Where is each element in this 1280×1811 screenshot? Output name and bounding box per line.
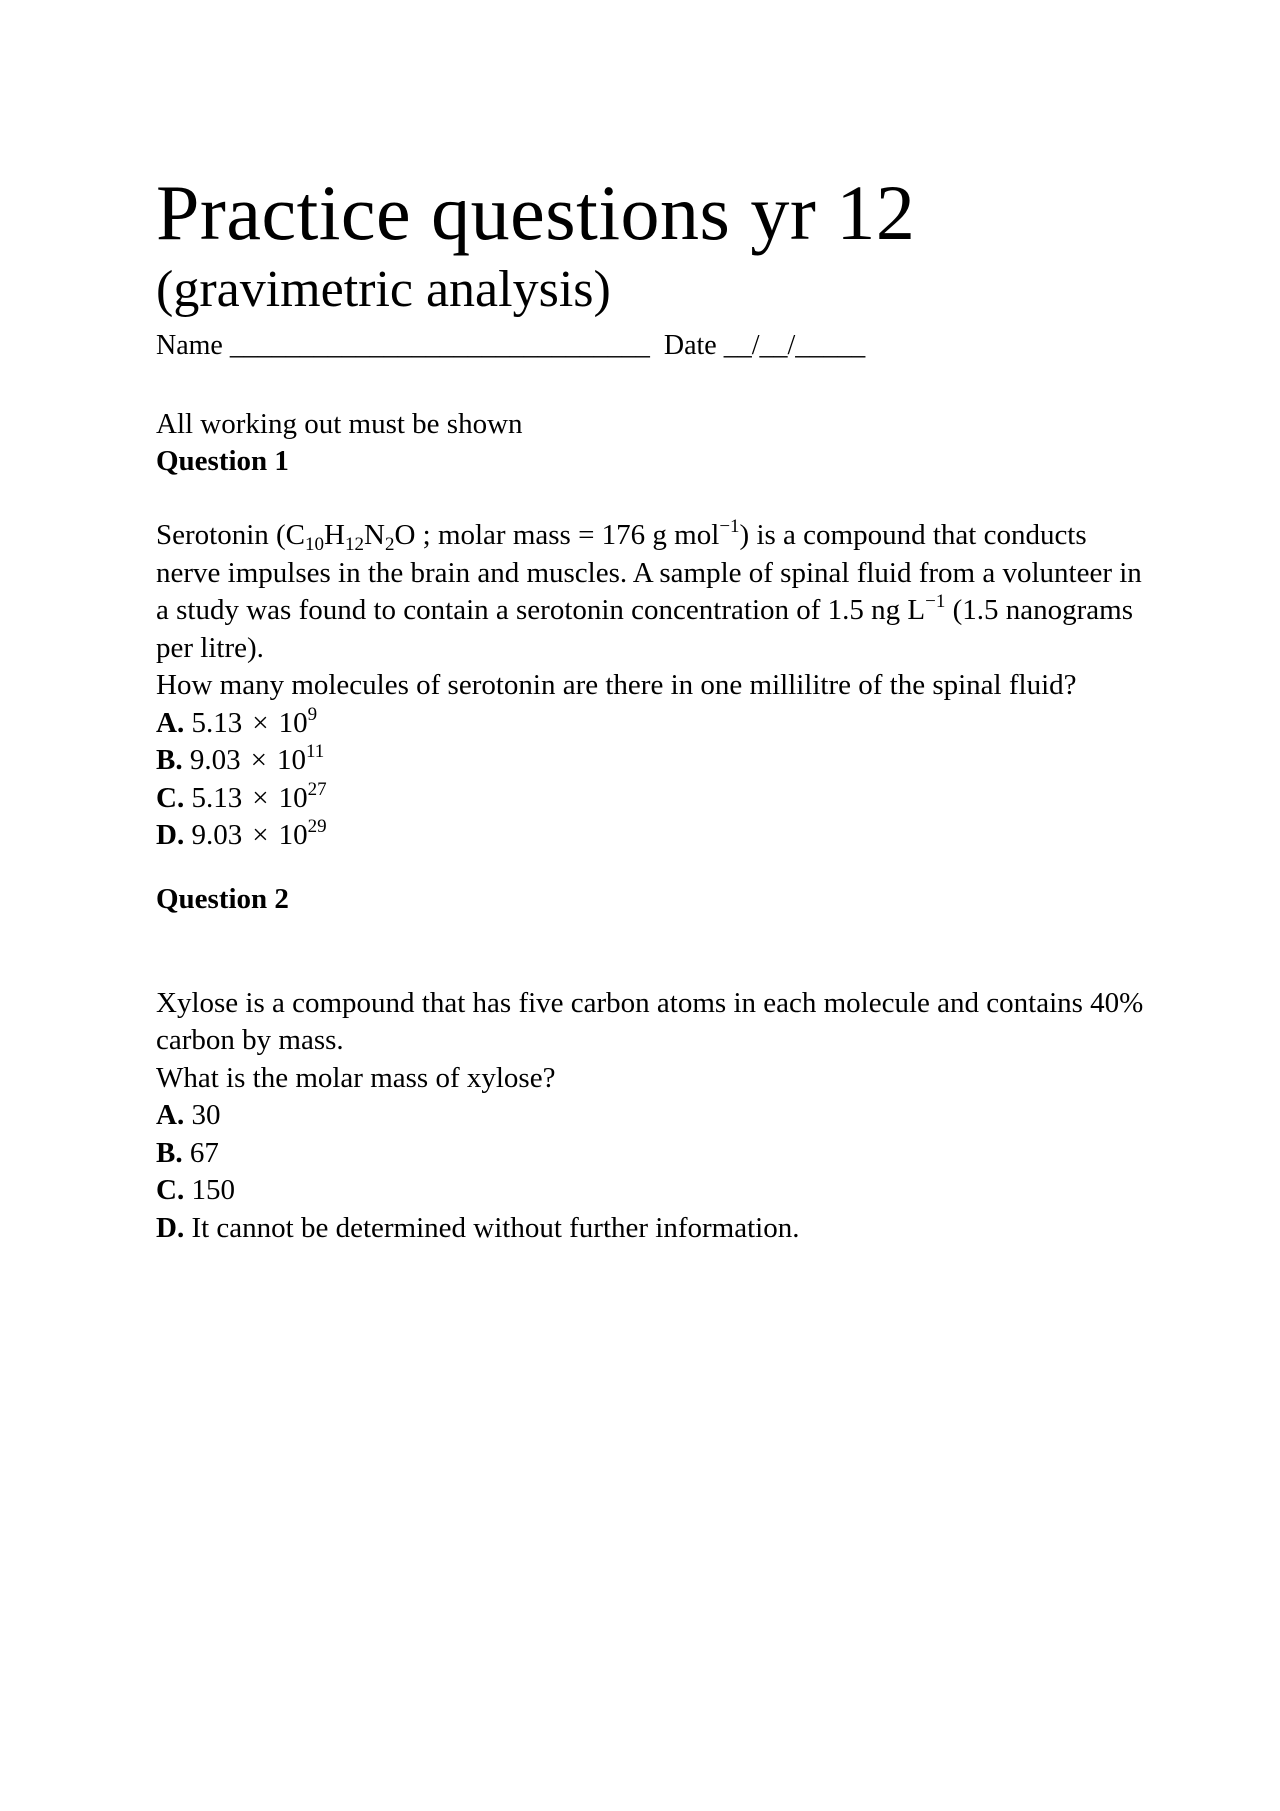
question-2-prompt: What is the molar mass of xylose? [156, 1061, 556, 1094]
option-letter: A. [156, 1099, 185, 1131]
q1-option-b [156, 742, 1156, 780]
q1-option-a [156, 705, 1156, 743]
name-label: Name [156, 330, 223, 361]
option-mantissa: 5.13 [191, 781, 243, 814]
option-text: It cannot be determined without further information. [191, 1211, 800, 1244]
q2-option-d [156, 1210, 1156, 1248]
times-sign: × [252, 781, 269, 814]
q1-option-c [156, 780, 1156, 818]
q1-stem-part: ) is a compound that conducts nerve impulses in the brain and muscles. A sample of spinal fluid from a volunteer in a study was found to contain a serotonin concentration of 1.5 ng L [156, 519, 1142, 626]
times-sign: × [252, 706, 269, 739]
option-base: 10 [278, 706, 308, 739]
option-mantissa: 5.13 [191, 706, 243, 739]
option-exponent: 11 [305, 741, 325, 762]
q2-option-c [156, 1172, 1156, 1210]
q1-sup-litre: −1 [925, 591, 946, 612]
q1-sub-nitrogen: 2 [384, 534, 395, 555]
worksheet-page [156, 168, 1156, 1247]
q1-stem-part: Serotonin (C [156, 519, 306, 551]
q1-sub-hydrogen: 12 [344, 534, 364, 555]
date-blank: __/__/_____ [723, 330, 866, 361]
q1-stem-part: H [324, 519, 345, 551]
q2-option-b [156, 1135, 1156, 1173]
question-2-heading: Question 2 [156, 882, 289, 915]
option-exponent: 9 [307, 703, 318, 725]
date-label: Date [663, 330, 717, 361]
name-date-line [156, 328, 1156, 364]
option-text: 30 [191, 1099, 221, 1131]
option-base: 10 [278, 819, 308, 851]
option-letter: B. [156, 744, 183, 776]
q1-sup-mol: −1 [719, 516, 740, 537]
q1-sub-carbon: 10 [305, 534, 325, 555]
q1-stem-part: N [363, 519, 385, 551]
option-letter: D. [156, 819, 185, 851]
question-1-stem [156, 517, 1156, 667]
option-text: 150 [191, 1174, 235, 1206]
option-text: 67 [189, 1136, 219, 1169]
option-exponent: 27 [307, 778, 327, 800]
page-subtitle: (gravimetric analysis) [156, 261, 611, 318]
instructions: All working out must be shown [156, 408, 523, 440]
q1-stem-part: (1.5 nanograms per litre). [156, 594, 1133, 664]
q1-stem-part: O ; molar mass = 176 g mol [394, 519, 720, 551]
option-letter: C. [156, 781, 185, 814]
question-2-stem: Xylose is a compound that has five carbon atoms in each molecule and contains 40% carbon by mass. [156, 986, 1144, 1056]
option-letter: C. [156, 1174, 185, 1206]
question-1-heading: Question 1 [156, 445, 289, 477]
option-letter: A. [156, 706, 185, 739]
option-mantissa: 9.03 [191, 819, 243, 851]
option-letter: D. [156, 1211, 185, 1244]
q1-option-d [156, 817, 1156, 855]
name-blank: ______________________________ [229, 330, 650, 361]
option-exponent: 29 [307, 816, 327, 837]
times-sign: × [250, 744, 267, 776]
question-1-prompt: How many molecules of serotonin are there in one millilitre of the spinal fluid? [156, 669, 1077, 701]
option-base: 10 [278, 781, 308, 814]
page-title: Practice questions yr 12 [156, 169, 916, 256]
option-mantissa: 9.03 [189, 744, 241, 776]
option-letter: B. [156, 1136, 183, 1169]
times-sign: × [252, 819, 269, 851]
q2-option-a [156, 1097, 1156, 1135]
option-base: 10 [276, 744, 306, 776]
